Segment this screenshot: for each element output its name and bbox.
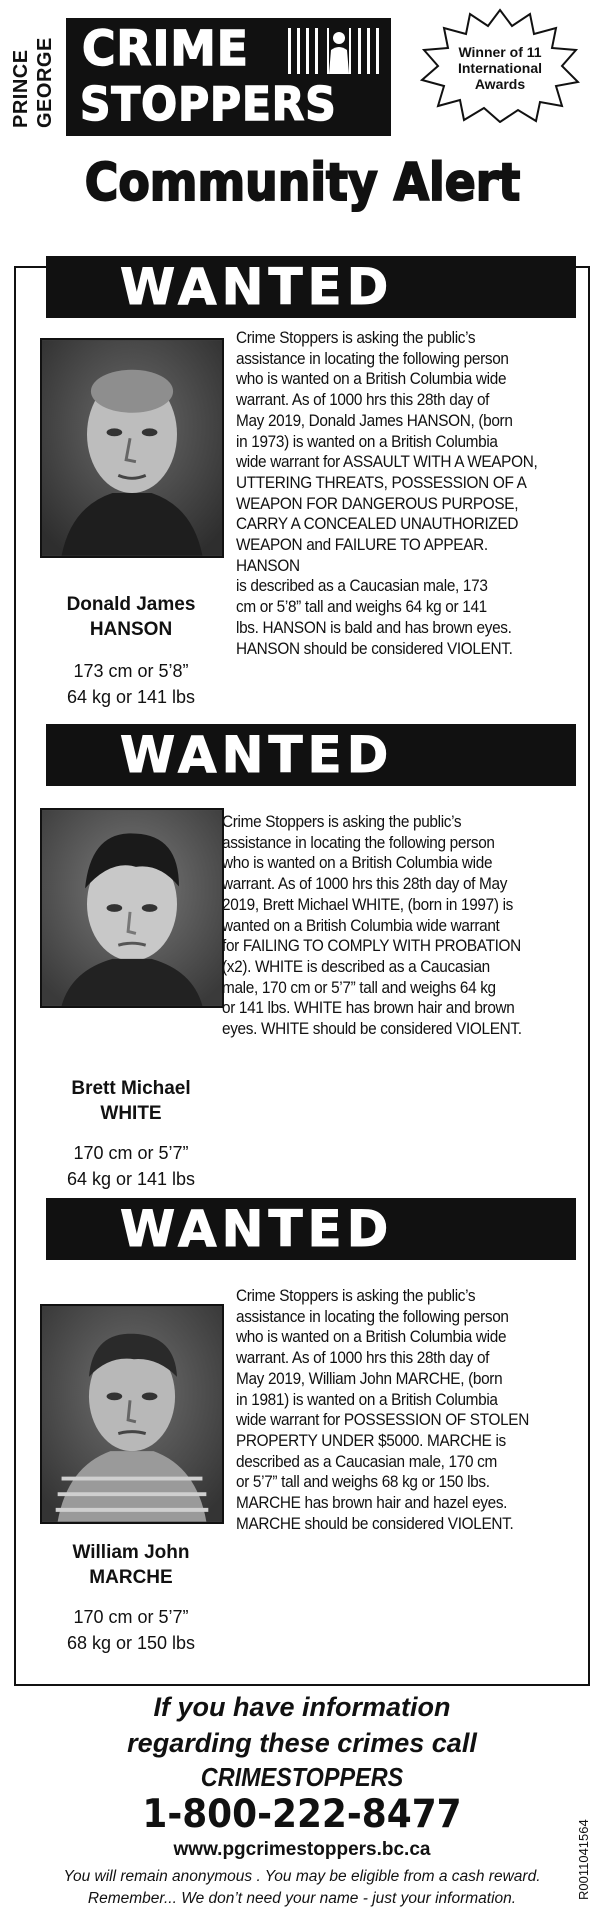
description-line: lbs. HANSON is bald and has brown eyes. [236,618,512,637]
person-weight: 68 kg or 150 lbs [66,1633,196,1653]
person-stats [36,658,226,710]
silhouette-icon [324,28,354,74]
description-line: wide warrant for POSSESSION OF STOLEN [236,1411,529,1430]
person-name [36,1540,226,1590]
description-line: or 141 lbs. WHITE has brown hair and brown [222,999,515,1018]
logo-word-stoppers: STOPPERS [80,77,337,131]
person-first-name: Donald James [66,594,196,615]
website-link[interactable]: www.pgcrimestoppers.bc.ca [173,1839,431,1860]
description-line: warrant. As of 1000 hrs this 28th day of May [222,875,508,894]
description-line: 2019, Brett Michael WHITE, (born in 1997) is [222,895,514,914]
description-line: assistance in locating the following person [236,1307,509,1326]
footer-line2: regarding these crimes call [127,1728,477,1758]
award-line2: International [457,60,542,76]
description-line: in 1981) is wanted on a British Columbia [236,1390,498,1409]
logo-word-crime: CRIME [82,21,249,77]
description-line: who is wanted on a British Columbia wide [222,854,493,873]
person-description [236,328,552,659]
description-line: is described as a Caucasian male, 173 [236,577,488,596]
person-name [36,1076,226,1126]
person-stats [36,1604,226,1656]
description-line: HANSON should be considered VIOLENT. [236,639,513,658]
description-line: or 5’7” tall and weighs 68 kg or 150 lbs. [236,1473,490,1492]
city-name-line2: GEORGE [34,37,56,128]
footer-note1: You will remain anonymous . You may be eligible from a cash reward. [63,1868,541,1885]
description-line: May 2019, Donald James HANSON, (born [236,411,513,430]
description-line: May 2019, William John MARCHE, (born [236,1369,503,1388]
description-line: Crime Stoppers is asking the public’s [236,1287,476,1305]
phone-number[interactable]: 1-800-222-8477 [142,1792,462,1837]
person-weight: 64 kg or 141 lbs [66,687,196,707]
mugshot-photo [40,1304,224,1524]
description-line: Crime Stoppers is asking the public’s [236,329,476,347]
header [0,0,605,213]
community-alert-title: Community Alert [84,153,521,213]
person-height: 170 cm or 5’7” [73,1143,189,1163]
person-description [236,1286,552,1534]
description-line: wanted on a British Columbia wide warrant [222,916,500,935]
person-photo-icon [42,340,222,556]
person-first-name: Brett Michael [71,1078,191,1099]
person-weight: 64 kg or 141 lbs [66,1169,196,1189]
mugshot-photo [40,808,224,1008]
description-line: who is wanted on a British Columbia wide [236,1328,507,1347]
description-line: wide warrant for ASSAULT WITH A WEAPON, [236,453,538,472]
description-line: MARCHE should be considered VIOLENT. [236,1514,514,1533]
description-line: (x2). WHITE is described as a Caucasian [222,957,490,976]
wanted-listings-frame [14,258,590,1686]
footer-line1: If you have information [153,1692,451,1722]
description-line: in 1973) is wanted on a British Columbia [236,432,498,451]
person-stats [36,1140,226,1192]
person-last-name: WHITE [100,1103,162,1124]
description-line: for FAILING TO COMPLY WITH PROBATION [222,937,521,956]
description-line: assistance in locating the following person [222,833,495,852]
person-height: 173 cm or 5’8” [73,661,189,681]
city-name [6,18,64,136]
description-line: MARCHE has brown hair and hazel eyes. [236,1494,508,1513]
description-line: CARRY A CONCEALED UNAUTHORIZED [236,515,519,534]
description-line: warrant. As of 1000 hrs this 28th day of [236,1349,490,1368]
description-line: who is wanted on a British Columbia wide [236,370,507,389]
city-name-line1: PRINCE [10,49,32,128]
award-line1: Winner of 11 [458,44,542,60]
description-line: cm or 5’8” tall and weighs 64 kg or 141 [236,598,487,617]
crime-stoppers-logo [66,18,391,136]
person-photo-icon [42,1306,222,1522]
description-line: WEAPON FOR DANGEROUS PURPOSE, [236,494,519,513]
footer-note2: Remember... We don’t need your name - just your information. [87,1890,517,1907]
description-line: Crime Stoppers is asking the public’s [222,813,462,831]
award-badge [420,8,580,123]
footer-org-name: CRIMESTOPPERS [200,1762,404,1792]
wanted-banner: WANTED [46,256,576,318]
mugshot-photo [40,338,224,558]
person-last-name: MARCHE [89,1567,173,1588]
wanted-banner: WANTED [46,1198,576,1260]
description-line: eyes. WHITE should be considered VIOLENT. [222,1020,522,1039]
person-last-name: HANSON [89,619,173,640]
award-text [420,44,580,92]
award-line3: Awards [474,76,526,92]
description-line: warrant. As of 1000 hrs this 28th day of [236,391,490,410]
description-line: assistance in locating the following person [236,349,509,368]
person-height: 170 cm or 5’7” [73,1607,189,1627]
description-line: WEAPON and FAILURE TO APPEAR. HANSON [236,536,488,575]
description-line: UTTERING THREATS, POSSESSION OF A [236,473,527,492]
person-photo-icon [42,810,222,1006]
wanted-banner: WANTED [46,724,576,786]
reference-id: R0011041564 [576,1819,591,1900]
person-description [222,812,551,1040]
footer [14,1690,590,1920]
prison-bars-icon [288,28,384,76]
description-line: PROPERTY UNDER $5000. MARCHE is [236,1431,506,1450]
description-line: male, 170 cm or 5’7” tall and weighs 64 kg [222,978,496,997]
person-first-name: William John [72,1542,190,1563]
description-line: described as a Caucasian male, 170 cm [236,1452,497,1471]
person-name [36,592,226,642]
